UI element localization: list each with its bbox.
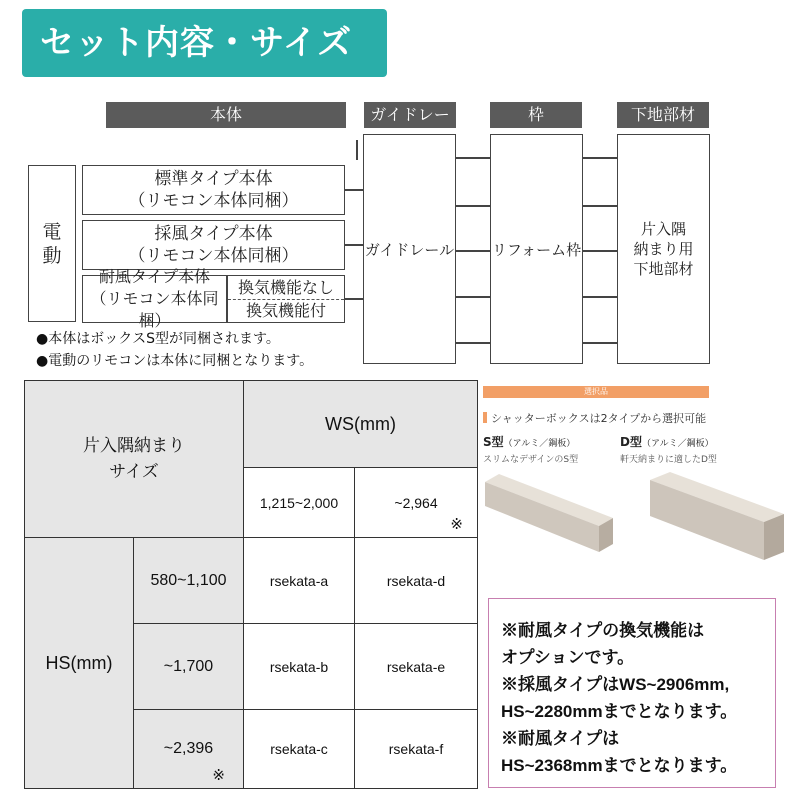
guide-rail-box: ガイドレール xyxy=(363,134,456,364)
ws-header: WS(mm) xyxy=(244,381,478,468)
vent-with: 換気機能付 xyxy=(245,301,326,320)
wind-resistant-type-remote: （リモコン本体同梱） xyxy=(90,289,219,330)
s-type-material: （アルミ／鋼板） xyxy=(503,439,576,449)
footnote-line: HS~2280mmまでとなります。 xyxy=(501,702,738,721)
s-type-box-image xyxy=(483,470,618,565)
s-type-title xyxy=(483,433,575,450)
d-box-end xyxy=(764,514,784,560)
standard-type-remote: （リモコン本体同梱） xyxy=(128,191,299,211)
ventilation-type-remote: （リモコン本体同梱） xyxy=(128,246,299,266)
header-base: 下地部材 xyxy=(617,102,709,128)
drive-type-label xyxy=(28,165,76,322)
vent-option-box xyxy=(227,275,345,323)
note-remote-included: ●電動のリモコンは本体に同梱となります。 xyxy=(36,353,314,369)
ventilation-type-body xyxy=(82,220,345,270)
note-box-included: ●本体はボックスS型が同梱されます。 xyxy=(36,331,280,347)
s-type-desc: スリムなデザインのS型 xyxy=(483,455,579,465)
page-title: セット内容・サイズ xyxy=(22,9,387,77)
connector-line xyxy=(583,157,618,159)
connector-line xyxy=(456,250,491,252)
d-type-box-image xyxy=(648,470,786,570)
hs-range-1 xyxy=(134,538,244,624)
footnote-line: オプションです。 xyxy=(501,648,635,667)
standard-type-body xyxy=(82,165,345,215)
hs-range-2-text: ~1,700 xyxy=(163,657,214,675)
hs-header: HS(mm) xyxy=(25,538,134,789)
connector-line xyxy=(583,342,618,344)
size-table xyxy=(24,380,478,789)
footnote-line: ※耐風タイプの換気機能は xyxy=(501,621,705,640)
connector-line xyxy=(356,140,358,160)
drive-type-char-1: 電 xyxy=(42,220,62,243)
hs-range-2 xyxy=(134,624,244,710)
connector-line xyxy=(583,296,618,298)
model-cell: rsekata-c xyxy=(244,710,355,789)
connector-line xyxy=(456,205,491,207)
footnote-box xyxy=(488,598,776,788)
model-cell: rsekata-f xyxy=(355,710,478,789)
option-subtitle-text: シャッターボックスは2タイプから選択可能 xyxy=(491,412,707,425)
hs-range-3 xyxy=(134,710,244,789)
ws-range-1 xyxy=(244,468,355,538)
header-guide-rail: ガイドレー xyxy=(364,102,456,128)
connector-line xyxy=(345,189,365,191)
vent-without: 換気機能なし xyxy=(228,276,344,300)
header-frame: 枠 xyxy=(490,102,582,128)
d-type-desc: 軒天納まりに適したD型 xyxy=(620,455,717,465)
connector-line xyxy=(456,296,491,298)
corner-label-line-2: サイズ xyxy=(109,462,159,481)
ws-range-2 xyxy=(355,468,478,538)
corner-label-line-1: 片入隅納まり xyxy=(83,436,185,455)
ventilation-type-name: 採風タイプ本体 xyxy=(154,224,273,244)
ws-range-1-text: 1,215~2,000 xyxy=(259,494,339,511)
d-type-name: D型 xyxy=(620,435,642,449)
wind-resistant-type-body xyxy=(82,267,227,330)
hs-range-3-mark: ※ xyxy=(212,767,225,784)
s-type-name: S型 xyxy=(483,435,504,449)
drive-type-char-2: 動 xyxy=(42,244,62,267)
base-line-2: 納まり用 xyxy=(633,240,694,258)
subtitle-marker xyxy=(483,412,487,423)
frame-box: リフォーム枠 xyxy=(490,134,583,364)
model-cell: rsekata-b xyxy=(244,624,355,710)
hs-range-3-text: ~2,396 xyxy=(163,740,214,757)
base-material-box xyxy=(617,134,710,364)
option-bar: 選択品 xyxy=(483,386,709,398)
hs-range-1-text: 580~1,100 xyxy=(150,571,227,589)
wind-resistant-type-name: 耐風タイプ本体 xyxy=(98,267,211,286)
size-table-corner xyxy=(25,381,244,538)
header-body: 本体 xyxy=(106,102,346,128)
d-type-title xyxy=(620,433,714,450)
connector-line xyxy=(345,244,365,246)
ws-range-2-text: ~2,964 xyxy=(394,494,438,511)
model-cell: rsekata-d xyxy=(355,538,478,624)
model-cell: rsekata-e xyxy=(355,624,478,710)
ws-range-2-mark: ※ xyxy=(450,516,463,533)
connector-line xyxy=(456,342,491,344)
model-cell: rsekata-a xyxy=(244,538,355,624)
connector-line xyxy=(583,205,618,207)
footnote-line: HS~2368mmまでとなります。 xyxy=(501,756,738,775)
connector-line xyxy=(456,157,491,159)
option-subtitle xyxy=(483,410,706,426)
base-line-1: 片入隅 xyxy=(640,220,686,238)
standard-type-name: 標準タイプ本体 xyxy=(154,169,273,189)
connector-line xyxy=(345,298,365,300)
footnote-line: ※採風タイプはWS~2906mm, xyxy=(501,675,730,694)
footnote-line: ※耐風タイプは xyxy=(501,729,620,748)
base-line-3: 下地部材 xyxy=(633,260,694,278)
d-type-material: （アルミ／鋼板） xyxy=(641,439,714,449)
connector-line xyxy=(583,250,618,252)
